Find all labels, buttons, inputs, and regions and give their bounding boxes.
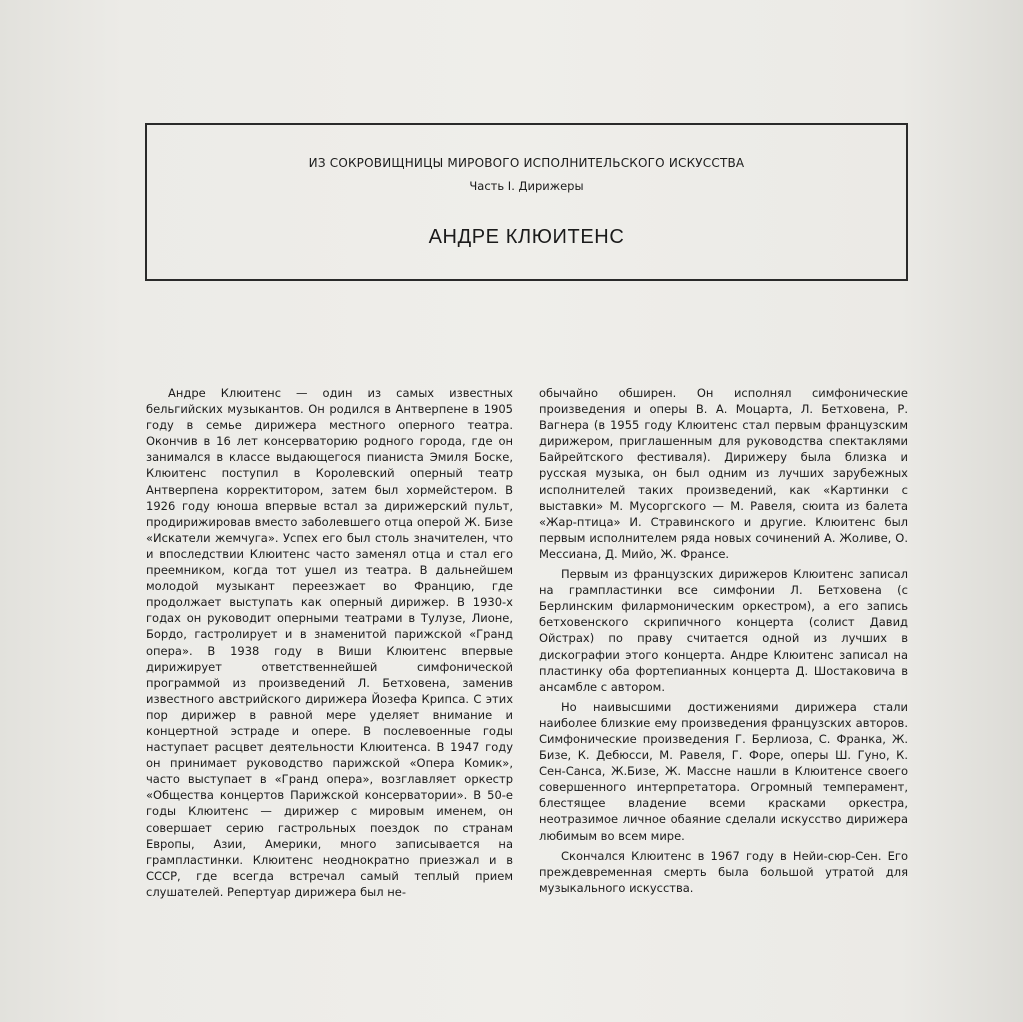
series-title: ИЗ СОКРОВИЩНИЦЫ МИРОВОГО ИСПОЛНИТЕЛЬСКОГО ИСКУССТВА — [308, 156, 745, 170]
text-column-left — [146, 385, 513, 900]
biography-paragraph-3: Но наивысшими достижениями дирижера стали наиболее близкие ему произведения французских авторов. Симфонические произведения Г. Берлиоза, С. Франка, Ж. Бизе, К. Дебюсси, М. Равеля, Г. Форе, оперы Ш. Гуно, К. Сен-Санса, Ж.Бизе, Ж. Массне нашли в Клюитенсе своего совершенного интерпретатора. Огромный темперамент, блестящее владение всеми красками оркестра, неотразимое личное обаяние сделали искусство дирижера любимым во всем мире. — [539, 699, 908, 843]
artist-name: АНДРЕ КЛЮИТЕНС — [428, 226, 625, 248]
biography-paragraph-2: Первым из французских дирижеров Клюитенс записал на грампластинки все симфонии Л. Бетховена (с Берлинским филармоническим оркестром), а его запись бетховенского скрипичного концерта (солист Давид Ойстрах) по праву считается одной из лучших в дискографии этого концерта. Андре Клюитенс записал на пластинку оба фортепианных концерта Д. Шостаковича в ансамбле с автором. — [539, 567, 908, 694]
text-column-right — [539, 385, 908, 896]
biography-paragraph-1-continued: обычайно обширен. Он исполнял симфонические произведения и оперы В. А. Моцарта, Л. Бетховена, Р. Вагнера (в 1955 году Клюитенс стал первым французским дирижером, приглашенным для руководства спектаклями Байрейтского фестиваля). Дирижеру была близка и русская музыка, он был одним из лучших зарубежных исполнителей таких произведений, как «Картинки с выставки» М. Мусоргского — М. Равеля, сюита из балета «Жар-птица» И. Стравинского и другие. Клюитенс был первым исполнителем ряда новых сочинений А. Жоливе, О. Мессиана, Д. Мийо, Ж. Франсе. — [539, 386, 908, 561]
biography-paragraph-1: Андре Клюитенс — один из самых известных бельгийских музыкантов. Он родился в Антверпене в 1905 году в семье дирижера местного оперного театра. Окончив в 16 лет консерваторию родного города, где он занимался в классе выдающегося пианиста Эмиля Боске, Клюитенс поступил в Королевский оперный театр Антверпена корректитором, затем был хормейстером. В 1926 году юноша впервые встал за дирижерский пульт, продирижировав вместо заболевшего отца оперой Ж. Бизе «Искатели жемчуга». Успех его был столь значителен, что и впоследствии Клюитенс часто заменял отца и стал его преемником, когда тот ушел из театра. В дальнейшем молодой музыкант переезжает во Францию, где продолжает выступать как оперный дирижер. В 1930-х годах он руководит оперными театрами в Тулузе, Лионе, Бордо, гастролирует и в знаменитой парижской «Гранд опера». В 1938 году в Виши Клюитенс впервые дирижирует ответственнейшей симфонической программой из произведений Л. Бетховена, заменив известного австрийского дирижера Йозефа Крипса. С этих пор дирижер в равной мере уделяет внимание и концертной эстраде и опере. В послевоенные годы наступает расцвет деятельности Клюитенса. В 1947 году он принимает руководство парижской «Опера Комик», часто выступает в «Гранд опера», возглавляет оркестр «Общества концертов Парижской консерватории». В 50-е годы Клюитенс — дирижер с мировым именем, он совершает серию гастрольных поездок по странам Европы, Азии, Америки, много записывается на грампластинки. Клюитенс неоднократно приезжал и в СССР, где всегда встречал самый теплый прием слушателей. Репертуар дирижера был не- — [146, 386, 513, 899]
series-part: Часть I. Дирижеры — [469, 179, 584, 193]
title-box — [145, 123, 908, 281]
biography-paragraph-4: Скончался Клюитенс в 1967 году в Нейи-сюр-Сен. Его преждевременная смерть была большой утратой для музыкального искусства. — [539, 848, 908, 895]
